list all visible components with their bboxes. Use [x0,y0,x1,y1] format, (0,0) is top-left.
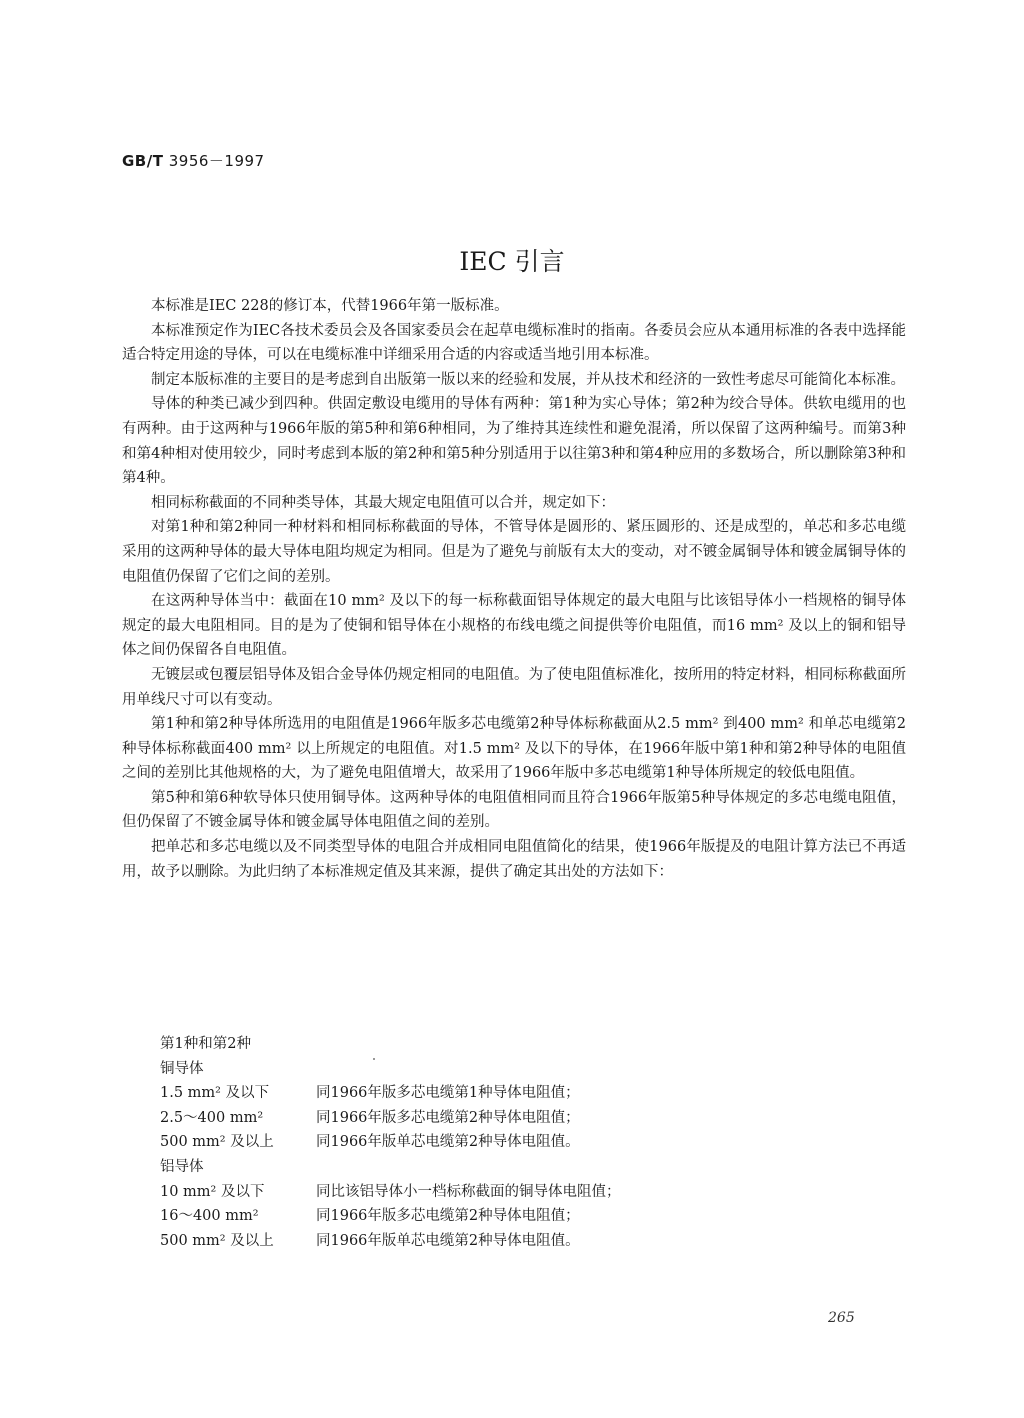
paragraph: 本标准预定作为IEC各技术委员会及各国家委员会在起草电缆标准时的指南。各委员会应从本通用标准的各表中选择能适合特定用途的导体，可以在电缆标准中详细采用合适的内容或适当地引用本标准。 [122,322,906,364]
page-number: 265 [828,1310,855,1326]
paragraph: 导体的种类已减少到四种。供固定敷设电缆用的导体有两种：第1种为实心导体；第2种为绞合导体。供软电缆用的也有两种。由于这两种与1966年版的第5种和第6种相同，为了维持其连续性和避免混淆，所以保留了这两种编号。而第3种和第4种相对使用较少，同时考虑到本版的第2种和第5种分别适用于以往第3种和第4种应用的多数场合，所以删除第3种和第4种。 [122,396,906,487]
standard-prefix: GB/T [122,152,164,170]
list-item [160,1106,880,1131]
list-item [160,1130,880,1155]
copper-heading: 铜导体 [160,1060,204,1077]
paragraph: 在这两种导体当中：截面在10 mm² 及以下的每一标称截面铝导体规定的最大电阻与比该铝导体小一档规格的铜导体规定的最大电阻相同。目的是为了使铜和铝导体在小规格的布线电缆之间提供等价电阻值，而16 mm² 及以上的铜和铝导体之间仍保留各自电阻值。 [122,593,906,659]
paragraph: 本标准是IEC 228的修订本，代替1966年第一版标准。 [151,298,509,314]
standard-number [122,150,265,171]
paragraph: 相同标称截面的不同种类导体，其最大规定电阻值可以合并，规定如下： [151,494,615,511]
paragraph: 无镀层或包覆层铝导体及铝合金导体仍规定相同的电阻值。为了使电阻值标准化，按所用的特定材料，相同标称截面所用单线尺寸可以有变动。 [122,666,906,708]
list-item-desc: 同1966年版单芯电缆第2种导体电阻值。 [316,1134,580,1151]
paragraph: 第5种和第6种软导体只使用铜导体。这两种导体的电阻值相同而且符合1966年版第5种导体规定的多芯电缆电阻值，但仍保留了不镀金属导体和镀金属导体电阻值之间的差别。 [122,789,906,831]
list-item-desc: 同1966年版多芯电缆第1种导体电阻值； [316,1085,580,1102]
list-item-desc: 同1966年版多芯电缆第2种导体电阻值； [316,1208,580,1225]
aluminium-heading: 铝导体 [160,1158,204,1175]
page-title: IEC 引言 [459,247,565,276]
paragraph: 对第1种和第2种同一种材料和相同标称截面的导体，不管导体是圆形的、紧压圆形的、还是成型的，单芯和多芯电缆采用的这两种导体的最大导体电阻均规定为相同。但是为了避免与前版有太大的变动，对不镀金属铜导体和镀金属铜导体的电阻值仍保留了它们之间的差别。 [122,519,906,585]
list-item-desc: 同1966年版单芯电缆第2种导体电阻值。 [316,1232,580,1249]
standard-code: 3956－1997 [168,152,265,170]
paragraph: 把单芯和多芯电缆以及不同类型导体的电阻合并成相同电阻值简化的结果，使1966年版提及的电阻计算方法已不再适用，故予以删除。为此归纳了本标准规定值及其来源，提供了确定其出处的方法如下： [122,839,906,880]
list-item-desc: 同比该铝导体小一档标称截面的铜导体电阻值； [316,1183,621,1200]
resistance-source-list [160,1032,880,1253]
paragraph: 第1种和第2种导体所选用的电阻值是1966年版多芯电缆第2种导体标称截面从2.5 mm² 到400 mm² 和单芯电缆第2种导体标称截面400 mm² 以上所规定的电阻值。对1.5 mm² 及以下的导体，在1966年版中第1种和第2种导体的电阻值之间的差别比其他规格的大，为了避免电阻值增大，故采用了1966年版中多芯电缆第1种导体所规定的较低电阻值。 [122,716,906,782]
list-item-size: 16～400 mm² [160,1208,259,1225]
paragraph: 制定本版标准的主要目的是考虑到自出版第一版以来的经验和发展，并从技术和经济的一致性考虑尽可能简化本标准。 [151,371,905,388]
list-item [160,1081,880,1106]
scan-speck [373,1058,375,1060]
list-item [160,1229,880,1254]
list-item [160,1204,880,1229]
body-text [122,294,906,884]
list-item-size: 2.5～400 mm² [160,1109,264,1126]
list-item-desc: 同1966年版多芯电缆第2种导体电阻值； [316,1109,580,1126]
list-item-size: 1.5 mm² 及以下 [160,1085,270,1102]
list-item-size: 10 mm² 及以下 [160,1183,265,1200]
list-item-size: 500 mm² 及以上 [160,1232,274,1249]
list-item-size: 500 mm² 及以上 [160,1134,274,1151]
list-group-heading: 第1种和第2种 [160,1036,251,1052]
list-item [160,1180,880,1205]
